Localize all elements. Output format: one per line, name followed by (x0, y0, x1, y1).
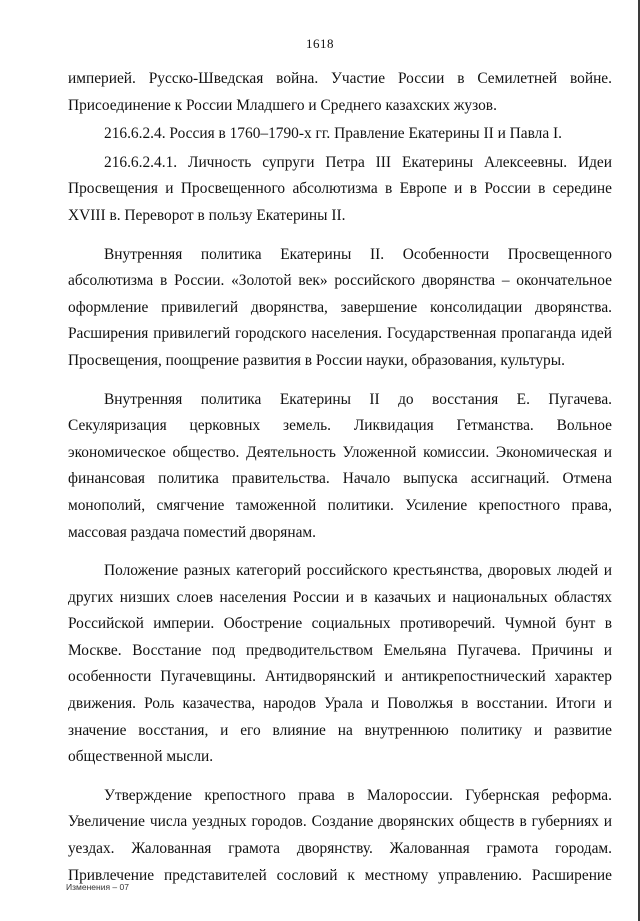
paragraph-peasantry-uprising: Положение разных категорий российского крестьянства, дворовых людей и других низших слоев населения России и в казачьих и национальных областях Российской империи. Обострение социальных противоречий. Чумной бунт в Москве. Восстание под предводительством Емельяна Пугачева. Причины и особенности Пугачевщины. Антидворянский и антикрепостнический характер движения. Роль казачества, народов Урала и Поволжья в восстании. Итоги и значение восстания, и его влияние на внутреннюю политику и развитие общественной мысли. (68, 562, 612, 766)
paragraph-serfdom-reform: Утверждение крепостного права в Малороссии. Губернская реформа. Увеличение числа уездных городов. Создание дворянских обществ в губерниях и уездах. Жалованная грамота дворянству. Жалованная грамота городам. Привлечение представителей сословий к местному управлению. Расширение (68, 786, 612, 884)
paragraph-continuation: империей. Русско-Шведская война. Участие России в Семилетней войне. Присоединение к России Младшего и Среднего казахских жузов. (68, 70, 612, 114)
footer-revision-note: Изменения – 07 (66, 882, 129, 892)
page-number: 1618 (306, 36, 334, 51)
paragraph-policy-before-uprising: Внутренняя политика Екатерины II до восстания Е. Пугачева. Секуляризация церковных земель. Ликвидация Гетманства. Вольное экономическое общество. Деятельность Уложенной комиссии. Экономическая и финансовая политика правительства. Начало выпуска ассигнаций. Отмена монополий, смягчение таможенной политики. Усиление крепостного права, массовая раздача поместий дворянам. (68, 390, 612, 541)
section-heading-216-6-2-4: 216.6.2.4. Россия в 1760–1790-х гг. Правление Екатерины II и Павла I. (104, 125, 562, 143)
section-heading-216-6-2-4-1: 216.6.2.4.1. Личность супруги Петра III Екатерины Алексеевны. Идеи Просвещения и Просвещенного абсолютизма в Европе и в России в середине XVIII в. Переворот в пользу Екатерины II. (68, 153, 612, 224)
paragraph-internal-policy: Внутренняя политика Екатерины II. Особенности Просвещенного абсолютизма в России. «Золотой век» российского дворянства – окончательное оформление привилегий дворянства, завершение консолидации дворянства. Расширения привилегий городского населения. Государственная пропаганда идей Просвещения, поощрение развития в России науки, образования, культуры. (68, 245, 612, 369)
page-body (68, 66, 612, 889)
